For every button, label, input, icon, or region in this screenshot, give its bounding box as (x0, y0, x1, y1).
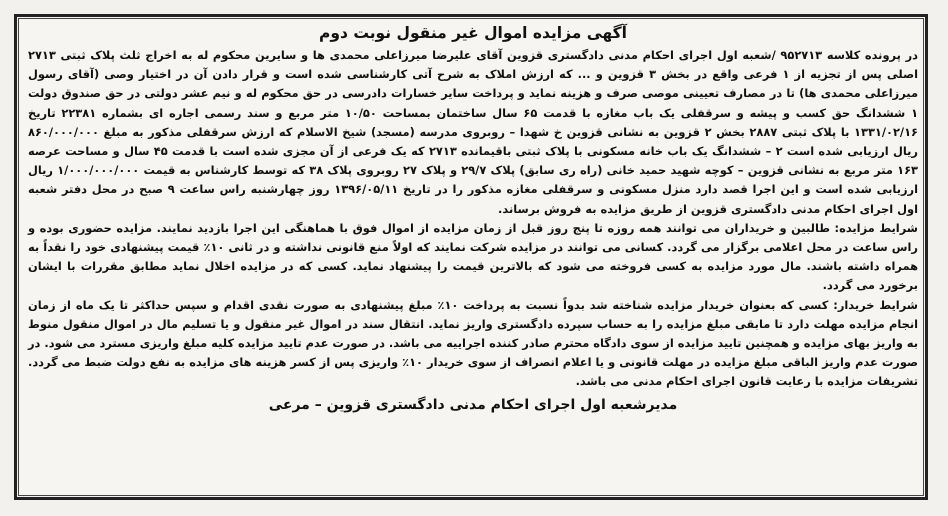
notice-paragraph-case: در پرونده کلاسه ۹۵۲۷۱۳ /شعبه اول اجرای احکام مدنی دادگستری قزوین آقای علیرضا میرزاعلی محمدی ها و سایرین محکوم له به اخراج ثلث پلاک ثبتی ۲۷۱۳ اصلی پس از تجزیه از ۱ فرعی واقع در بخش ۳ قزوین و ... که ارزش املاک به شرح آتی کارشناسی شده است و قرار دادن آن در اختیار وصی (آقای رسول میرزاعلی محمدی ها) تا در مصارف تعیینی موصی صرف و هزینه نماید و پرداخت سایر خسارات دادرسی در حق محکوم له و نیم عشر دولتی در حق صندوق دولت ۱ ششدانگ حق کسب و پیشه و سرقفلی یک باب مغازه با قدمت ۶۵ سال ساختمان بمساحت ۱۰/۵۰ متر مربع و سند رسمی اجاره ای بشماره ۲۲۳۸۱ تاریخ ۱۳۳۱/۰۲/۱۶ با پلاک ثبتی ۲۸۸۷ بخش ۲ قزوین به نشانی قزوین خ شهدا – روبروی مدرسه (مسجد) شیخ الاسلام که ارزش سرقفلی مذکور به مبلغ ۸۶۰/۰۰۰/۰۰۰ ریال ارزیابی شده است ۲ – ششدانگ یک باب خانه مسکونی با پلاک ثبتی باقیمانده ۲۷۱۳ که یک فرعی از آن مجزی شده است با قدمت ۴۵ سال و مساحت عرصه ۱۶۳ متر مربع به نشانی قزوین – کوچه شهید حمید خانی (راه ری سابق) پلاک ۲۹/۷ و پلاک ۲۷ روبروی پلاک ۳۸ که توسط کارشناس به قیمت ۱/۰۰۰/۰۰۰/۰۰۰ ریال ارزیابی شده است و این اجرا قصد دارد منزل مسکونی و سرقفلی مغازه مذکور را در تاریخ ۱۳۹۶/۰۵/۱۱ روز چهارشنبه راس ساعت ۹ صبح در محل دفتر شعبه اول اجرای احکام مدنی دادگستری قزوین از طریق مزایده به فروش برساند. (28, 48, 919, 216)
notice-body (24, 46, 922, 392)
notice-title: آگهی مزایده اموال غیر منقول نوبت دوم (318, 24, 627, 42)
notice-content (24, 22, 922, 492)
notice-paragraph-buyer-conditions: شرایط خریدار: کسی که بعنوان خریدار مزایده شناخته شد بدواً نسبت به پرداخت ۱۰٪ مبلغ پیشنهادی به صورت نقدی اقدام و سپس حداکثر تا یک ماه از زمان انجام مزایده مهلت دارد تا مابقی مبلغ مزایده را به حساب سپرده دادگستری واریز نماید. انتقال سند در اموال غیر منقول و یا تسلیم مال در اموال منقول منوط به واریز بهای مزایده و همچنین تایید مزایده از سوی دادگاه محترم صادر کننده اجراییه می باشد. در صورت عدم تایید مزایده کلیه مبلغ واریزی مسترد می شود. در صورت عدم واریز الباقی مبلغ مزایده در مهلت قانونی و یا اعلام انصراف از سوی خریدار ۱۰٪ واریزی پس از کسر هزینه های مزایده به نفع دولت ضبط می گردد. تشریفات مزایده با رعایت قانون اجرای احکام مدنی می باشد. (28, 297, 918, 389)
notice-signature: مدیرشعبه اول اجرای احکام مدنی دادگستری قزوین – مرعی (268, 396, 678, 413)
notice-paragraph-auction-conditions: شرایط مزایده: طالبین و خریداران می توانند همه روزه تا پنج روز قبل از زمان مزایده از اموال فوق با هماهنگی این اجرا بازدید نمایند. مزایده حضوری بوده و راس ساعت در محل اعلامی برگزار می گردد. کسانی می توانند در مزایده شرکت نمایند که اولاً منع قانونی نداشته و در ثانی ۱۰٪ قیمت پیشنهادی خود را نقداً به همراه داشته باشند. مال مورد مزایده به کسی فروخته می شود که بالاترین قیمت را پیشنهاد نماید. کسی که در مزایده اخلال نماید مطابق مقررات با ایشان برخورد می گردد. (28, 220, 918, 293)
